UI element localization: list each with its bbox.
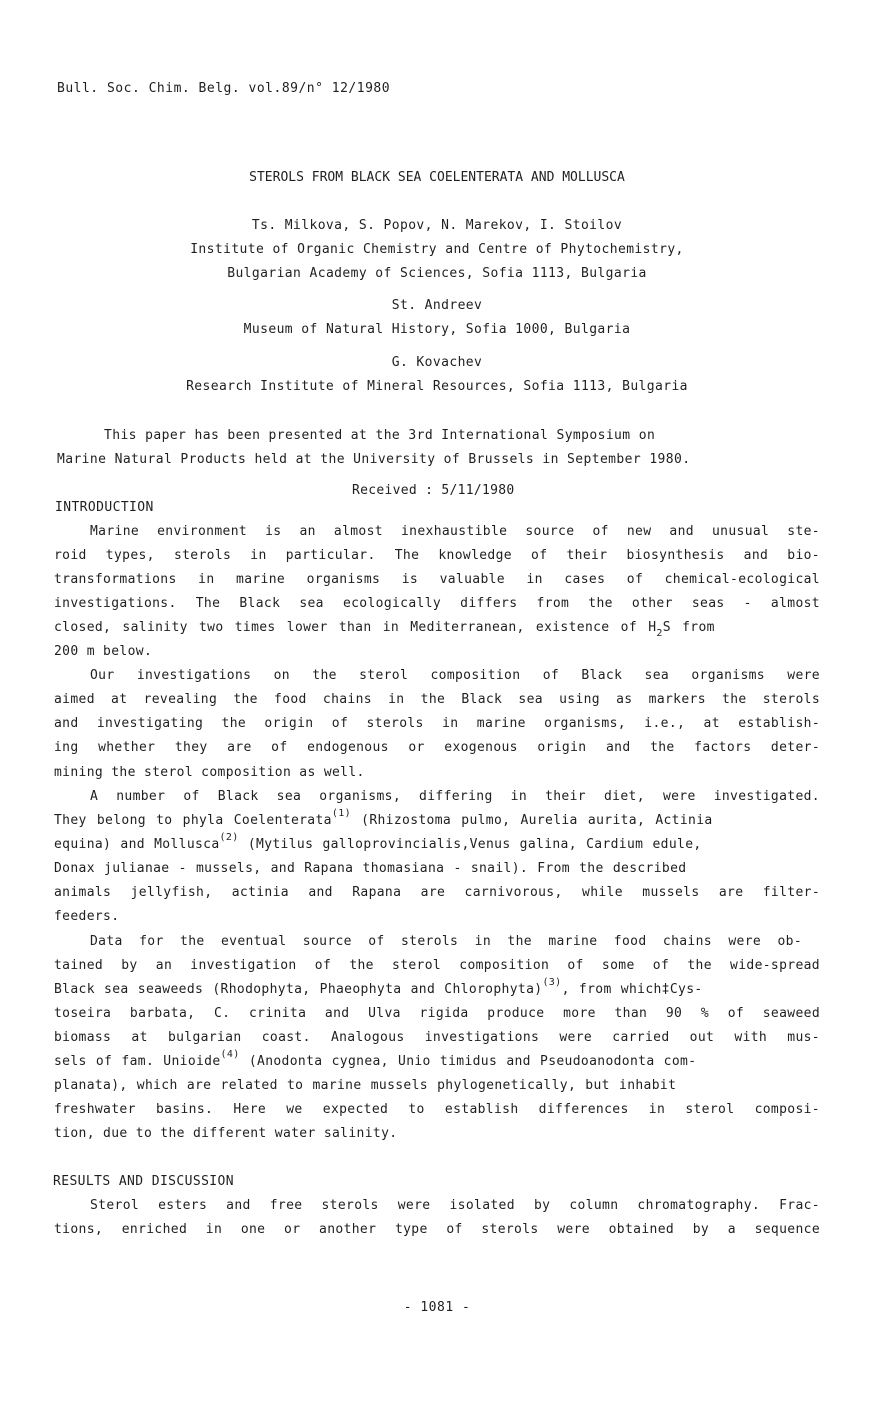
text-line: freshwater basins. Here we expected to establish differences in sterol composi- [54, 1102, 820, 1117]
reference-superscript: (3) [542, 977, 562, 988]
text-line: Donax julianae - mussels, and Rapana thomasiana - snail). From the described [54, 861, 687, 876]
text-segment: sels of fam. Unioide [54, 1054, 221, 1069]
authors: Ts. Milkova, S. Popov, N. Marekov, I. Stoilov [251, 218, 623, 233]
text-line: planata), which are related to marine mussels phylogenetically, but inhabit [54, 1078, 677, 1093]
presented-note-line-1: This paper has been presented at the 3rd International Symposium on [104, 428, 656, 443]
results-heading: RESULTS AND DISCUSSION [53, 1174, 234, 1189]
text-line: tion, due to the different water salinity. [54, 1126, 398, 1141]
text-line [54, 832, 820, 852]
text-segment: Black sea seaweeds (Rhodophyta, Phaeophyta and Chlorophyta) [54, 982, 543, 997]
paper-title: STEROLS FROM BLACK SEA COELENTERATA AND MOLLUSCA [249, 170, 625, 185]
text-line: roid types, sterols in particular. The knowledge of their biosynthesis and bio- [54, 548, 820, 563]
text-line: toseira barbata, C. crinita and Ulva rigida produce more than 90 % of seaweed [54, 1006, 820, 1021]
affiliation-1-line-2: Bulgarian Academy of Sciences, Sofia 1113, Bulgaria [227, 266, 647, 281]
text-line: feeders. [54, 909, 120, 924]
text-line: investigations. The Black sea ecologically differs from the other seas - almost [54, 596, 820, 611]
received-date: Received : 5/11/1980 [352, 483, 515, 498]
text-segment: They belong to phyla Coelenterata [54, 813, 332, 828]
text-line: Marine environment is an almost inexhaustible source of new and unusual ste- [90, 524, 820, 539]
presented-note-line-2: Marine Natural Products held at the University of Brussels in September 1980. [57, 452, 691, 467]
text-line: mining the sterol composition as well. [54, 765, 365, 780]
text-line: Sterol esters and free sterols were isolated by column chromatography. Frac- [90, 1198, 820, 1213]
text-line: Data for the eventual source of sterols in the marine food chains were ob- [90, 934, 802, 949]
text-line [54, 808, 820, 828]
text-line [54, 1049, 820, 1069]
text-segment: (Rhizostoma pulmo, Aurelia aurita, Actinia [350, 813, 713, 828]
text-line: Our investigations on the sterol composition of Black sea organisms were [90, 668, 820, 683]
subscript: 2 [656, 628, 663, 639]
text-line: tions, enriched in one or another type of sterols were obtained by a sequence [54, 1222, 820, 1237]
reference-superscript: (1) [331, 808, 351, 819]
text-line [54, 977, 820, 997]
page-number: - 1081 - [403, 1300, 471, 1315]
affiliation-3: Research Institute of Mineral Resources, Sofia 1113, Bulgaria [186, 379, 688, 394]
text-line: ing whether they are of endogenous or exogenous origin and the factors deter- [54, 740, 820, 755]
text-segment: closed, salinity two times lower than in Mediterranean, existence of H [54, 620, 657, 635]
reference-superscript: (4) [220, 1049, 240, 1060]
text-line: transformations in marine organisms is valuable in cases of chemical-ecological [54, 572, 820, 587]
text-segment: (Anodonta cygnea, Unio timidus and Pseudoanodonta com- [239, 1054, 697, 1069]
text-line: biomass at bulgarian coast. Analogous investigations were carried out with mus- [54, 1030, 820, 1045]
text-line: animals jellyfish, actinia and Rapana are carnivorous, while mussels are filter- [54, 885, 820, 900]
introduction-heading: INTRODUCTION [55, 500, 154, 515]
text-line [54, 620, 820, 639]
author-2: St. Andreev [391, 298, 483, 313]
affiliation-1-line-1: Institute of Organic Chemistry and Centre of Phytochemistry, [190, 242, 684, 257]
text-line: A number of Black sea organisms, differing in their diet, were investigated. [90, 789, 820, 804]
text-segment: S from [662, 620, 715, 635]
text-line: and investigating the origin of sterols in marine organisms, i.e., at establish- [54, 716, 820, 731]
affiliation-2: Museum of Natural History, Sofia 1000, Bulgaria [243, 322, 631, 337]
text-line: 200 m below. [54, 644, 153, 659]
text-segment: (Mytilus galloprovincialis,Venus galina, Cardium edule, [238, 837, 702, 852]
author-3: G. Kovachev [391, 355, 483, 370]
reference-superscript: (2) [219, 832, 239, 843]
text-segment: , from which‡Cys- [561, 982, 703, 997]
journal-citation: Bull. Soc. Chim. Belg. vol.89/n° 12/1980 [57, 81, 391, 96]
text-segment: equina) and Mollusca [54, 837, 220, 852]
text-line: aimed at revealing the food chains in the Black sea using as markers the sterols [54, 692, 820, 707]
text-line: tained by an investigation of the sterol composition of some of the wide-spread [54, 958, 820, 973]
